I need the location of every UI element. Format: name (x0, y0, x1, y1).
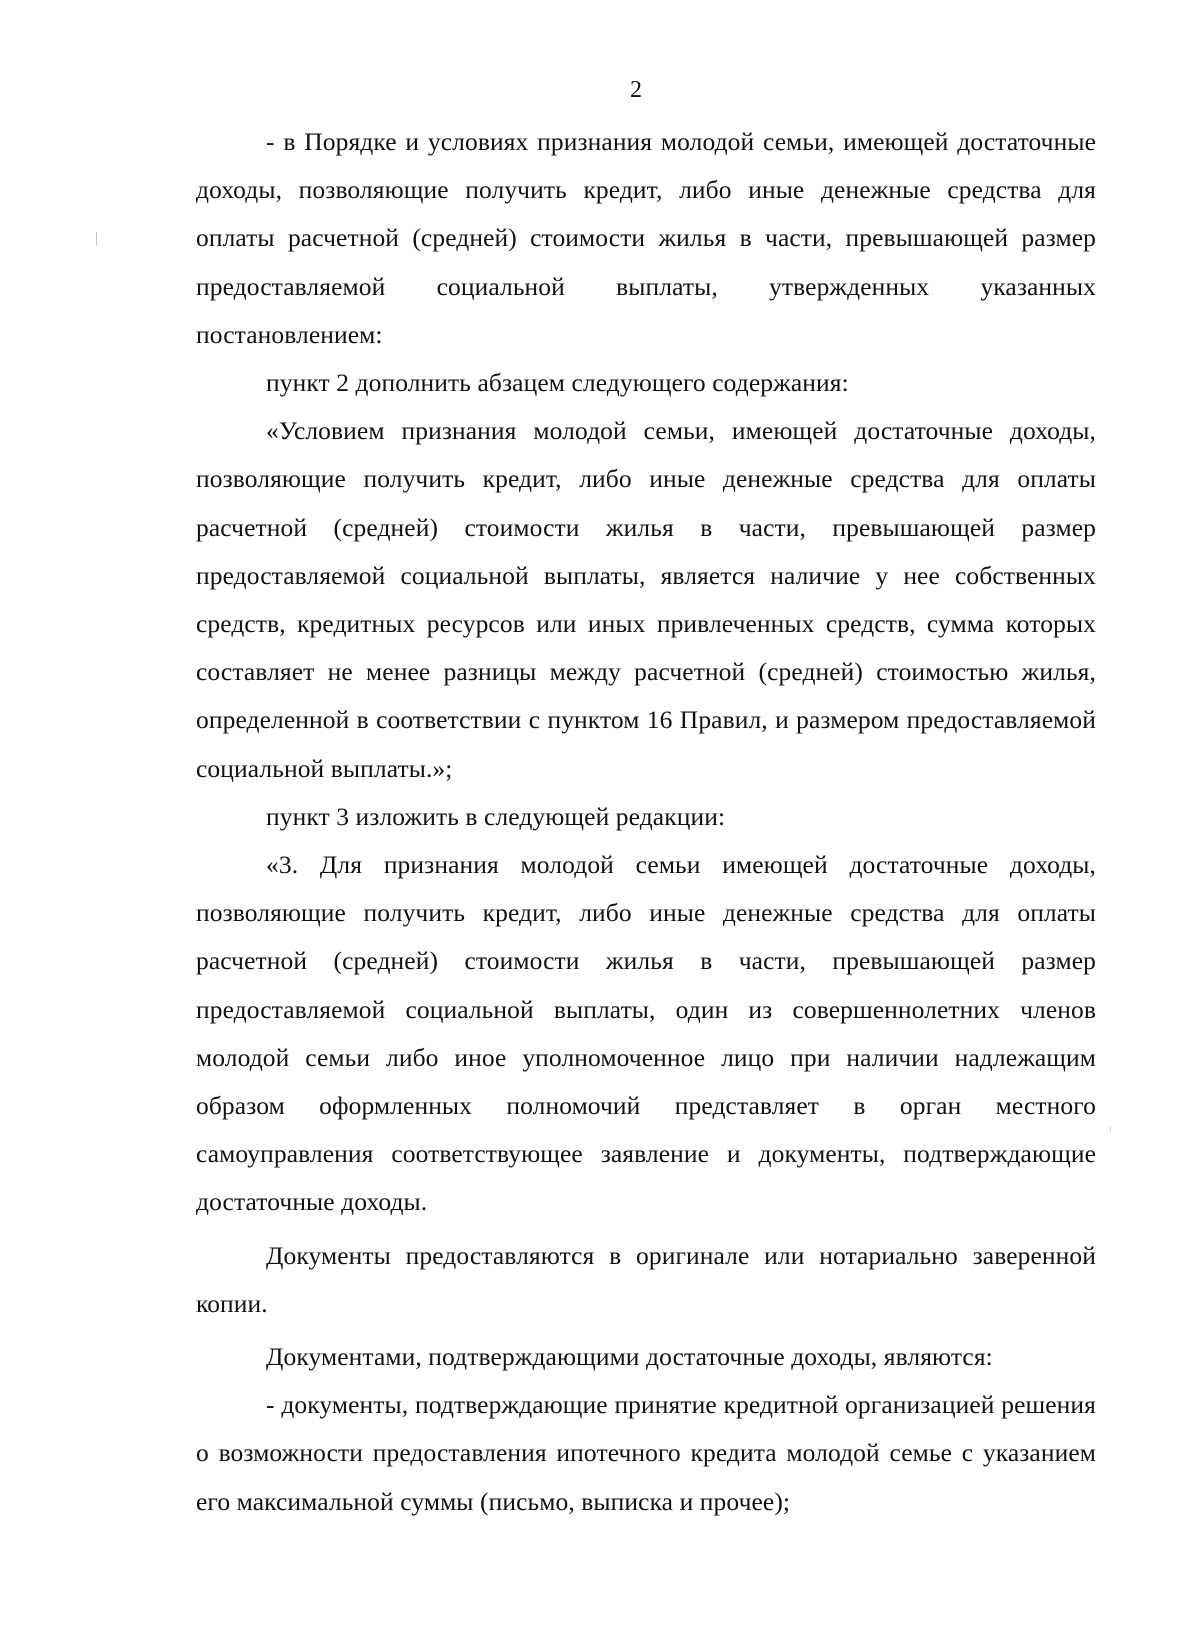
scan-artifact (1110, 1126, 1111, 1132)
paragraph-point-2-instruction: пункт 2 дополнить абзацем следующего содержания: (266, 368, 849, 398)
paragraph-point-2-text: «Условием признания молодой семьи, имеющей достаточные доходы, позволяющие получить кредит, либо иные денежные средства для оплаты расчетной (средней) стоимости жилья в части, превышающей размер предоставляемой социальной выплаты, является наличие у нее собственных средств, кредитных ресурсов или иных привлеченных средств, сумма которых составляет не менее разницы между расчетной (средней) стоимостью жилья, определенной в соответствии с пунктом 16 Правил, и размером предоставляемой социальной выплаты.»; (196, 416, 1096, 783)
scan-artifact (96, 232, 97, 246)
document-body (196, 118, 1096, 1526)
paragraph-point-3-instruction: пункт 3 изложить в следующей редакции: (266, 801, 726, 831)
paragraph-documents-form: Документы предоставляются в оригинале или нотариально заверенной копии. (196, 1240, 1096, 1318)
paragraph-amendment-intro: - в Порядке и условиях признания молодой семьи, имеющей достаточные доходы, позволяющие получить кредит, либо иные денежные средства для оплаты расчетной (средней) стоимости жилья в части, превышающей размер предоставляемой социальной выплаты, утвержденных указанных постановлением: (196, 127, 1096, 349)
paragraph-documents-list-item-1: - документы, подтверждающие принятие кредитной организацией решения о возможности предоставления ипотечного кредита молодой семье с указанием его максимальной суммы (письмо, выписка и прочее); (196, 1390, 1096, 1516)
paragraph-documents-list-intro: Документами, подтверждающими достаточные доходы, являются: (266, 1342, 993, 1372)
page-number: 2 (630, 77, 642, 103)
paragraph-point-3-text: «3. Для признания молодой семьи имеющей достаточные доходы, позволяющие получить кредит, либо иные денежные средства для оплаты расчетной (средней) стоимости жилья в части, превышающей размер предоставляемой социальной выплаты, один из совершеннолетних членов молодой семьи либо иное уполномоченное лицо при наличии надлежащим образом оформленных полномочий представляет в орган местного самоуправления соответствующее заявление и документы, подтверждающие достаточные доходы. (196, 850, 1096, 1217)
